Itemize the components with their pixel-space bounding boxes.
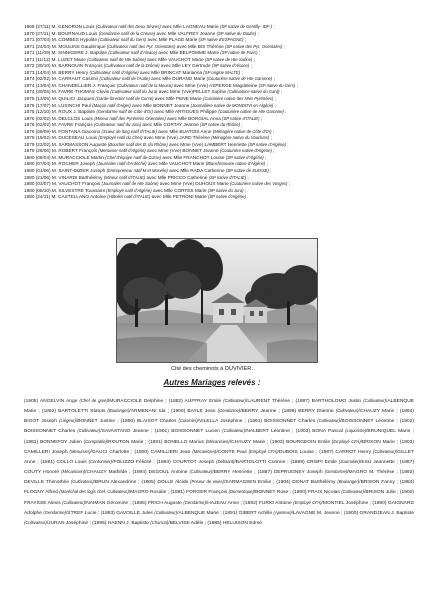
record-bride-note: (SP native d'ITALIE) xyxy=(222,115,260,121)
record-groom-note: (Hôtelier natif d'ITALIE) xyxy=(107,194,151,200)
record-text: 1875 (12/10) M. ROUX J. Baptiste xyxy=(24,109,97,115)
record-bride-note: (SP native de Paris) xyxy=(220,50,258,56)
record-bride-text: avec Mlle FRANCHOT Louise xyxy=(161,154,226,160)
marriage-entry-text: /FOLIZZO Félicité ; (1893) COURTOT Joseph xyxy=(112,459,217,465)
record-bride-note: (SP native du Gers) xyxy=(258,82,296,88)
occupation-note: (Liquoriste) xyxy=(345,428,367,434)
occupation-note: (Cultivateur) xyxy=(62,499,85,505)
record-end: ; xyxy=(240,69,243,75)
record-text: 1876 (02/02) M. FAVRE François xyxy=(24,122,94,128)
record-bride-text: avec Mlle VAUCHOT Marie xyxy=(145,56,206,62)
record-bride-note: (Blanchisseuse native d'Algérie) xyxy=(205,161,266,167)
marriage-entry-text: /GILLET Anne ; (1881) COLLO Louis xyxy=(24,449,415,465)
record-bride-note: (Ménagère native de Côte d'Or) xyxy=(212,128,272,134)
record-groom-note: (Cultivateur natif du Gers) xyxy=(98,37,147,43)
occupation-note: (Cultivateur) xyxy=(223,398,247,403)
marriage-entry-text: /BRISON Fanny ; (1884) FLOGNY Alfred xyxy=(24,480,415,496)
record-bride-text: avec Mlle BONNET Jeanne xyxy=(130,102,191,108)
record-groom-note: (Chef d'équipe natif de Corse) xyxy=(105,154,162,160)
record-bride-note: (SP native des Pyr. Orientales) xyxy=(225,43,283,49)
record-bride-text: avec Mlle BRINCAT Marianna xyxy=(138,69,204,75)
occupation-note: (Cultivateur) xyxy=(77,428,101,434)
record-groom-note: (Cultivateur natif du Jura) xyxy=(110,89,158,95)
occupation-note: (Cuisinier) xyxy=(178,418,198,424)
occupation-note: (Cultivateur) xyxy=(317,418,341,424)
record-text: 1880 (08/03) M. MURACCIOLE Martin xyxy=(24,154,106,160)
marriage-entry-text: /STREF Lucie ; (1883) GAVOILLE Jules xyxy=(65,510,155,516)
marriage-entry-text: /BARTOLOTTI Corinne ; (1889) CRISPI Emile xyxy=(234,459,339,465)
record-text: 1874 (30/05) M. FAVRE-THOMAS Clovis xyxy=(24,89,111,95)
marriage-entry-text: /CHAUZY Marie ; (1894) BIGOT Joseph xyxy=(24,409,414,425)
record-groom-note: (Journalier natif d'Ardèche) xyxy=(96,161,147,167)
marriage-entry-text: /MAGRO M. Thérèse ; (1892) DEVILLE Thimothée xyxy=(24,470,414,486)
marriage-entry-text: /BERRY Henriette ; (1887) DEPRUGNEY Joseph xyxy=(212,470,325,476)
record-end: ; xyxy=(285,141,289,147)
record-groom-note: (Boucher natif des B. du Rhône) xyxy=(107,141,168,147)
marriage-entry-text: /GAUCI Charlotte ; (1900) CAMILLIERI Jean xyxy=(90,449,193,455)
record-bride-text: avec Mlle PRICCO Catherine xyxy=(145,174,209,180)
record-bride-note: (SP origine MALTE) xyxy=(203,69,241,75)
record-text: 1879 (15/02) M. DUCESEAU Louis xyxy=(24,135,99,141)
record-bride-note: (Couturière native des Vosges) xyxy=(229,181,288,187)
record-bride-note: (SP native du Rhône) xyxy=(200,122,240,128)
marriage-entry-text: /CHAUZY Marie ; (1903) BOURGEOIN Emile xyxy=(229,439,332,445)
occupation-note: (Ajusteur) xyxy=(273,509,292,515)
record-bride-text: avec Mme (Vve) LAMBERT Henriette xyxy=(167,141,249,147)
record-text: 1880 (01/06) M. SAINT-DIZIER Joseph xyxy=(24,168,107,174)
marriage-entry-text: /ROUTON Marie ; (1891) BONELLO Marius xyxy=(106,439,206,445)
occupation-note: (Cultivateur) xyxy=(154,509,178,515)
record-text: 1870 (27/11) M. BOURNAUD Louis xyxy=(24,30,99,36)
occupation-note: (Gendarme) xyxy=(183,499,206,505)
record-end: ; xyxy=(272,76,275,82)
record-end: ; xyxy=(271,128,275,134)
record-text: 1874 (02/02) M. CARRAUT Casimir xyxy=(24,76,100,82)
record-bride-note: (SP native d'Algérie) xyxy=(207,194,246,200)
occupation-note: (Employé CFA) xyxy=(331,438,361,444)
record-bride-text: avec Mlle RADA Catherine xyxy=(167,168,226,174)
record-bride-note: (SP native d'Algérie) xyxy=(248,141,286,147)
record-groom-note: (Employé natif d'Algérie) xyxy=(106,187,152,193)
marriage-entry-text: /BRISON Marie ; (1903) CAMILLERI Joseph xyxy=(24,439,414,455)
record-bride-text: avec Mlle BELPOMME Marie xyxy=(157,50,221,56)
marriage-entry-text: /SARMASSEN Emilie ; (1904) DONAT Barthélémy xyxy=(223,480,338,486)
marriage-entry-text: /ESU Jeannette ; (1887) COUTY Honoré xyxy=(24,459,414,476)
record-groom-note: (Journalier natif de Hte Saône) xyxy=(101,181,159,187)
record-text: 1871 (24/04) M. MOULINS Gaudérique xyxy=(24,43,107,49)
occupation-note: (Cultivateur) xyxy=(24,519,47,525)
record-bride-note: (SP native du Jura) xyxy=(207,187,244,193)
marriage-entry-text: /CONTE Paul xyxy=(216,449,249,455)
record-text: 1874 (13/04) M. CHANDELLIER J. François xyxy=(24,82,117,88)
record-end: . xyxy=(245,194,249,200)
marriage-entry-text: /LAVAGNE M. Jeanne ; (1900) GRANDJEAN J. Baptiste xyxy=(291,510,414,516)
occupation-note: (Gendarme) xyxy=(43,509,66,515)
occupation-note: (Comptable) xyxy=(83,438,107,444)
record-text: 1879 (28/06) M. ROBERT François xyxy=(24,148,99,154)
record-bride-note: (Cuisinière native des Htes Pyrénées) xyxy=(203,96,274,102)
record-text: 1873 (14/04) M. BERRY Henry xyxy=(24,69,90,75)
record-groom-note: (Cultivateur natif de Hte Saône) xyxy=(87,56,146,62)
marriage-entry-text: /BELVISE Adèle ; (1885) HELUISON Edmé xyxy=(168,520,262,526)
occupation-note: (Mécanicien) xyxy=(61,469,86,475)
record-bride-text: avec Mme (Vve) ASPERGE Magdeleine xyxy=(172,82,259,88)
occupation-note: (Gendarme) xyxy=(217,408,241,414)
occupation-note: (Employé CFA) xyxy=(248,448,278,454)
record-bride-text: avec Mlle VAUCHOT Marie xyxy=(146,161,206,167)
record-end: ; xyxy=(282,43,285,49)
record-bride-note: (SP native d'Alsace) xyxy=(211,63,250,69)
record-groom-note: (Mineur natif des Pyrénées Orientales) xyxy=(94,115,166,121)
record-groom-note: (Entrepreneur natif M et Moselle) xyxy=(106,168,168,174)
record-groom-note: (Menuisier natif d'Algérie) xyxy=(98,148,146,154)
occupation-note: (Cultivateur) xyxy=(70,479,94,485)
marriage-entry-text: /SAVASTANO Jeanne ; (1901) BOISSONNET Lucien xyxy=(100,429,223,435)
occupation-note: (Débitant) xyxy=(216,458,235,464)
record-end: ; xyxy=(257,50,261,56)
record-groom-note: (Mineur natif d'ITALIE) xyxy=(103,174,146,180)
record-bride-text: avec Mlle BUATOIS Anne xyxy=(156,128,213,134)
occupation-note: (Cultivateur) xyxy=(189,469,213,475)
occupation-note: (Cultivateur) xyxy=(222,428,246,434)
record-end: ; xyxy=(273,96,276,102)
record-bride-text: avec Mlle VALFREY Jeanne xyxy=(155,30,217,36)
cheminots-photo xyxy=(116,238,318,363)
record-end: ; xyxy=(243,37,246,43)
occupation-note: (Mécanicien) xyxy=(205,438,230,444)
record-groom-note: (Cultivateur natif d'Algérie) xyxy=(89,69,139,75)
record-bride-note: (Journalière native de MONDOVI en Algérie) xyxy=(190,102,274,108)
occupation-note: (Cultivateur) xyxy=(373,448,396,454)
occupation-note: (Liégeur) xyxy=(59,418,76,424)
record-text: 1880 (07/04) M. ROCHER Joseph xyxy=(24,161,97,167)
occupation-note: (Gendarme) xyxy=(324,469,348,475)
occupation-note: (Maréchal des logis chef, Cultivateur) xyxy=(59,489,129,495)
occupation-note: (Employé CFA) xyxy=(293,499,322,505)
marriage-entry-text: (1905) ANGELVIN Ange xyxy=(24,399,80,404)
record-end: ; xyxy=(287,181,291,187)
marriage-entry-text: /BRUN Alexandrine ; (1905) DOLLE Alcide xyxy=(93,480,191,486)
record-text: 1875 (13/05) M. QUILICI Jacques xyxy=(24,96,96,102)
record-groom-note: (Cultivateur natif de l'Aude) xyxy=(99,76,150,82)
marriage-entry-text: /LAURENT Thérèse ; (1887) BARTHOLOMO Justin xyxy=(246,399,364,404)
marriage-entry-text: /DUBOIS Louise ; (1897) CARROT Henry xyxy=(277,449,373,455)
occupation-note: (Journalier) xyxy=(338,458,360,464)
record-bride-text: avec Mlle LAGNEAU Marie xyxy=(160,24,220,29)
section-heading-rest: relevés : xyxy=(225,378,261,387)
record-groom-note: (Cultivateur natif de la Drôme) xyxy=(103,63,160,69)
record-bride-text: avec Mme (Vve) BONNET Jeanne xyxy=(145,148,220,154)
record-bride-text: avec Mlle PLAGE Marie xyxy=(146,37,199,43)
marriage-entry-text: /ALBENQUE Marie ; (1891) GIBERT Achille xyxy=(177,510,274,516)
record-groom-note: (Cultivateur natif de la Meuse) xyxy=(116,82,173,88)
record-end: ; xyxy=(263,154,267,160)
record-groom-note: (Garde-forestier natif de Corse) xyxy=(95,96,154,102)
occupation-note: (Boulanger) xyxy=(337,479,360,485)
record-end: ; xyxy=(243,187,247,193)
record-bride-text: avec Mlle LEY Gertrude xyxy=(159,63,212,69)
record-bride-note: (SP native de SUISSE) xyxy=(225,168,269,174)
record-bride-note: (SP native du Doubs) xyxy=(216,30,257,36)
record-end: ; xyxy=(268,168,272,174)
record-bride-note: (Couturière native de Hte Garonne) xyxy=(206,76,273,82)
record-end: ; xyxy=(272,24,275,29)
record-groom-note: (Cultivateur natif des Deux Sèvres) xyxy=(95,24,161,29)
record-text: 1872 (30/10) M. BARNOUIN François xyxy=(24,63,104,69)
record-bride-text: avec Mlle PENE Marie xyxy=(153,96,204,102)
record-bride-text: avec Mme (Vve) JARD Thérèse xyxy=(142,135,212,141)
marriage-entry-text: /VILELLA Joséphine ; (1891) BOISSONNET Charles xyxy=(197,419,318,425)
marriage-entry-text: /BERRY Jeanne ; (1899) BERRY Etienne xyxy=(240,409,336,415)
other-marriages-paragraph xyxy=(24,396,414,528)
record-end: ; xyxy=(271,148,275,154)
occupation-note: (Cordonnier) xyxy=(88,458,113,464)
marriage-entry-text: /MURACCIOLE Delphine ; (1882) AUFFRAY Emile xyxy=(107,399,224,404)
record-text: 1871 (07/03) M. COMBES Hypolite xyxy=(24,37,99,43)
record-bride-note: (Cultivatrice native du Gard) xyxy=(227,89,280,95)
marriage-entry-text: /BRUNIQUEL Marie ; (1881) BONNEFOY Julien xyxy=(24,429,414,445)
photo-caption: Cité des cheminots à DUVIVIER. xyxy=(171,366,253,372)
record-end: ; xyxy=(256,30,259,36)
record-groom-note: (Cultivateur natif d'Alsace) xyxy=(108,50,158,56)
record-bride-note: (Couturière native d'Algérie) xyxy=(219,148,272,154)
record-bride-note: (Ménagère native du Vaucluse) xyxy=(211,135,270,141)
record-groom-note: (Gendarme natif de Côte d'Or) xyxy=(96,109,153,115)
record-bride-text: avec Mlle CORTAY Jeanne xyxy=(141,122,201,128)
occupation-note: (Domestique) xyxy=(228,489,254,495)
record-bride-note: (SP native d'Algérie) xyxy=(225,154,264,160)
record-groom-note: (Maçon natif d'Alger) xyxy=(92,102,131,108)
occupation-note: (Mécanicien) xyxy=(192,448,217,454)
marriage-entry-text: /JURAN Joséphine ; (1895) HAENN J. Baptiste xyxy=(46,520,151,526)
record-text: 1871 (11/09) M. SINNIGERE J. Baptiste xyxy=(24,50,109,56)
occupation-note: (Cultivateur) xyxy=(335,408,359,414)
record-groom-note: (Scieur de long natif d'ITALIE) xyxy=(101,128,157,134)
marriage-entry-text: /NALBERT Léontine ; (1903) BONA Pascal xyxy=(245,429,346,435)
occupation-note: (Cultivateur) xyxy=(363,398,387,403)
record-groom-note: (Cultivateur natif des Pyr. Orientales) xyxy=(106,43,176,49)
occupation-note: (Charron) xyxy=(150,519,169,525)
record-text: 1871 (11/12) M. LUZET Marie xyxy=(24,56,88,62)
marriage-entry-text: /CHAUZY Mathilde ; (1894) DEGOUL Antoine xyxy=(85,470,190,476)
record-groom-note: (Employé natif du Cher) xyxy=(98,135,143,141)
record-end: ; xyxy=(295,82,298,88)
record-bride-text: avec Mme (Vve)PELLET Sophie xyxy=(157,89,228,95)
record-text: 1876 (02/02) M. DELCLOS Louis xyxy=(24,115,95,121)
record-bride-note: (SP native de Gentilly- IDF-) xyxy=(219,24,273,29)
occupation-note: (Cultivateur) xyxy=(341,489,365,495)
marriage-entry-text: /ARMENANI Ida ; (1900) BAYLE Jean xyxy=(129,409,218,415)
record-end: ; xyxy=(252,56,255,62)
record-text: 1880 (24/11) M. CASTELLANO Antoine xyxy=(24,194,108,200)
marriage-records-list xyxy=(24,24,414,201)
record-text: 1880 (05/10) M. SILVESTRE Toussaint xyxy=(24,187,107,193)
occupation-note: (Chef de gare) xyxy=(79,398,108,403)
record-bride-text: avec Mlle CORTES Marie xyxy=(151,187,208,193)
record-text: 1879 (22/02) M. SARMASSON Auguste xyxy=(24,141,108,147)
record-bride-text: avec Mlle DURAND Marie xyxy=(149,76,207,82)
record-end: ; xyxy=(249,63,252,69)
record-bride-note: (Couturière native de Hte Garonne) xyxy=(218,109,284,115)
marriage-entry-text: /BONNET Rose ; (1900) FRAIX Nicolas xyxy=(253,490,342,496)
marriage-entry-text: /NAIMAN Géromine ; (1885) FRICH Auguste xyxy=(84,500,184,506)
record-bride-note: (SP native d'ITALIE) xyxy=(208,174,247,180)
record-end: ; xyxy=(279,89,283,95)
marriage-entry-text: /ALBENQUE Marie ; (1892) BARTOLETTI Statuts xyxy=(24,399,415,415)
record-bride-text: avec Mlle BIS Thérèse xyxy=(175,43,226,49)
record-text: 1875 (17/07) M. LUSINCHI Paul xyxy=(24,102,93,108)
record-text: 1869 (27/11) M. GENDRON Louis xyxy=(24,24,96,29)
record-end: ; xyxy=(273,102,276,108)
record-bride-note: (SP native d'ESPAGNE) xyxy=(198,37,244,43)
record-groom-note: (Cultivateur natif du Jura) xyxy=(94,122,142,128)
record-end: ; xyxy=(259,115,263,121)
occupation-note: (Boulanger) xyxy=(107,408,130,414)
record-text: 1876 (09/09) M. FONTANA Giacomo xyxy=(24,128,102,134)
occupation-note: (Poseur de voies) xyxy=(190,479,224,485)
record-bride-text: avec Mlle BORGIAL Anna xyxy=(165,115,223,121)
marriage-record xyxy=(24,194,414,201)
section-heading xyxy=(0,378,424,387)
marriage-entry-text: /BONNET Justine ; (1890) BLAISOT Charles xyxy=(75,419,179,425)
marriage-entry-text: /HAJEAU Anne ; (1892) FURIO Antoine xyxy=(205,500,294,506)
record-text: 1880 (03/07) M. VAUCHOT François xyxy=(24,181,102,187)
marriage-entry-text: /MONTIEL Joséphine ; (1890) GAIGNARD Adolphe xyxy=(24,500,414,516)
record-bride-text: avec Mme (Vve) DUHOUX Marie xyxy=(158,181,230,187)
record-groom-note: (Gendarme natif de la Creuse) xyxy=(98,30,156,36)
marriage-entry-text: /BRISON Julie ; (1900) FRAYSSE Alexis xyxy=(24,490,415,506)
record-end: ; xyxy=(283,109,287,115)
record-end: ; xyxy=(269,135,272,141)
record-end: ; xyxy=(265,161,268,167)
record-bride-text: avec Mlle PETRONI Marie xyxy=(150,194,208,200)
record-bride-text: avec Mlle ARTIGUES Philippe xyxy=(152,109,219,115)
record-end: ; xyxy=(246,174,249,180)
record-end: ; xyxy=(239,122,243,128)
marriage-entry-text: /BOISSONNET Léontine ; (1902) BOISSONNET Charles xyxy=(24,419,414,435)
photo-image xyxy=(117,239,317,362)
occupation-note: (Menuisier) xyxy=(69,448,91,454)
marriage-entry-text: /MAGRO Rosalie ; (1881) FORGER François xyxy=(128,490,229,496)
record-text: 1880 (21/06) M. VINARDI Barthélémy xyxy=(24,174,104,180)
section-heading-underlined: Autres Mariages xyxy=(163,378,226,387)
record-bride-note: (SP native de Hte Saône) xyxy=(205,56,253,62)
